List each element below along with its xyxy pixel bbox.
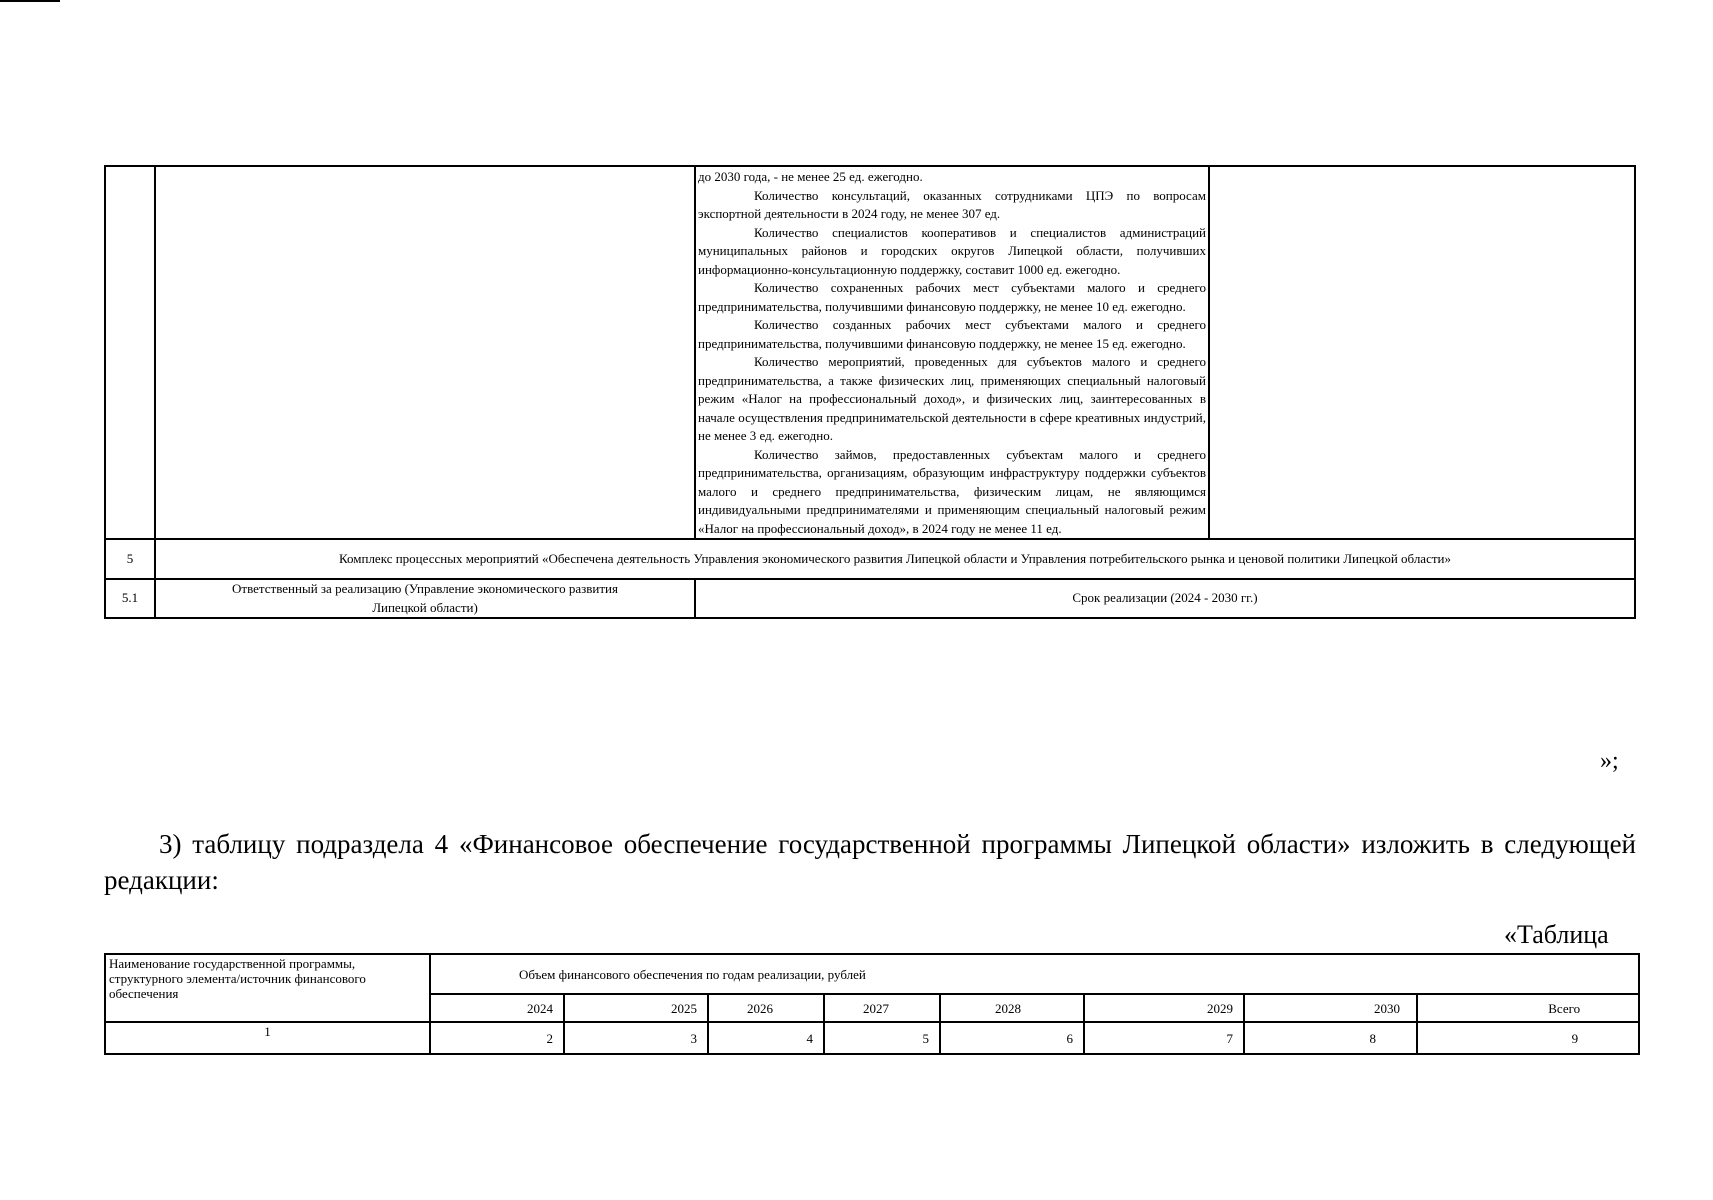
- indicator-text: Количество специалистов кооперативов и специалистов администраций муниципальных районов и городских округов Липецкой области, получивших информационно-консультационную поддержку, составит 1000 ед. ежегодно.: [698, 224, 1206, 277]
- index-cell: 8: [1244, 1022, 1417, 1054]
- indicator-text: Количество займов, предоставленных субъектам малого и среднего предпринимательства, организациям, образующим инфраструктуру поддержки субъектов малого и среднего предпринимательства, физическим лицам, не являющимся индивидуальными предпринимателями и применяющим специальный налоговый режим «Налог на профессиональный доход», в 2024 году не менее 11 ед.: [698, 446, 1206, 536]
- row-number-cell: [105, 166, 155, 539]
- responsible-cell: Ответственный за реализацию (Управление экономического развития Липецкой области): [155, 579, 695, 618]
- table-row: [105, 954, 1639, 994]
- year-header: 2025: [564, 994, 708, 1022]
- indicator-text: Количество сохраненных рабочих мест субъектами малого и среднего предпринимательства, получившими финансовую поддержку, не менее 10 ед. ежегодно.: [698, 280, 1206, 314]
- index-cell: 3: [564, 1022, 708, 1054]
- empty-cell: [155, 166, 695, 539]
- index-cell: 9: [1417, 1022, 1639, 1054]
- year-header: 2027: [824, 994, 940, 1022]
- table-label: «Таблица: [1504, 920, 1609, 949]
- finance-table: [104, 953, 1640, 1055]
- indicator-text: Количество созданных рабочих мест субъектами малого и среднего предпринимательства, получившими финансовую поддержку, не менее 15 ед. ежегодно.: [698, 317, 1206, 351]
- upper-table: [104, 165, 1636, 619]
- row-number-cell: 5: [105, 539, 155, 579]
- name-header: Наименование государственной программы, структурного элемента/источник финансового обеспечения: [105, 954, 430, 1022]
- year-header: 2026: [708, 994, 824, 1022]
- table-row: [105, 539, 1635, 579]
- closing-quote: »;: [1600, 748, 1619, 774]
- year-header: 2030: [1244, 994, 1417, 1022]
- total-header: Всего: [1417, 994, 1639, 1022]
- year-header: 2029: [1084, 994, 1244, 1022]
- table-row: [105, 579, 1635, 618]
- index-cell: 5: [824, 1022, 940, 1054]
- row-number-cell: 5.1: [105, 579, 155, 618]
- volume-header: Объем финансового обеспечения по годам реализации, рублей: [430, 954, 1639, 994]
- empty-cell: [1209, 166, 1635, 539]
- table-row: [105, 1022, 1639, 1054]
- index-cell: 7: [1084, 1022, 1244, 1054]
- indicator-text: Количество мероприятий, проведенных для субъектов малого и среднего предпринимательства, а также физических лиц, применяющих специальный налоговый режим «Налог на профессиональный доход», и физических лиц, заинтересованных в начале осуществления предпринимательской деятельности в сфере креативных индустрий, не менее 3 ед. ежегодно.: [698, 354, 1206, 443]
- indicators-cell: [695, 166, 1209, 539]
- index-cell: 6: [940, 1022, 1084, 1054]
- index-cell: 4: [708, 1022, 824, 1054]
- process-complex-title: Комплекс процессных мероприятий «Обеспечена деятельность Управления экономического развития Липецкой области и Управления потребительского рынка и ценовой политики Липецкой области»: [155, 539, 1635, 579]
- table-row: [105, 166, 1635, 539]
- index-cell: 2: [430, 1022, 564, 1054]
- year-header: 2028: [940, 994, 1084, 1022]
- indicator-text: до 2030 года, - не менее 25 ед. ежегодно.: [698, 169, 923, 184]
- indicator-text: Количество консультаций, оказанных сотрудниками ЦПЭ по вопросам экспортной деятельности в 2024 году, не менее 307 ед.: [698, 187, 1206, 221]
- index-cell: 1: [105, 1022, 430, 1054]
- year-header: 2024: [430, 994, 564, 1022]
- amendment-paragraph: 3) таблицу подраздела 4 «Финансовое обеспечение государственной программы Липецкой области» изложить в следующей редакции:: [104, 829, 1636, 895]
- scan-corner-mark: [0, 0, 60, 2]
- term-cell: Срок реализации (2024 - 2030 гг.): [695, 579, 1635, 618]
